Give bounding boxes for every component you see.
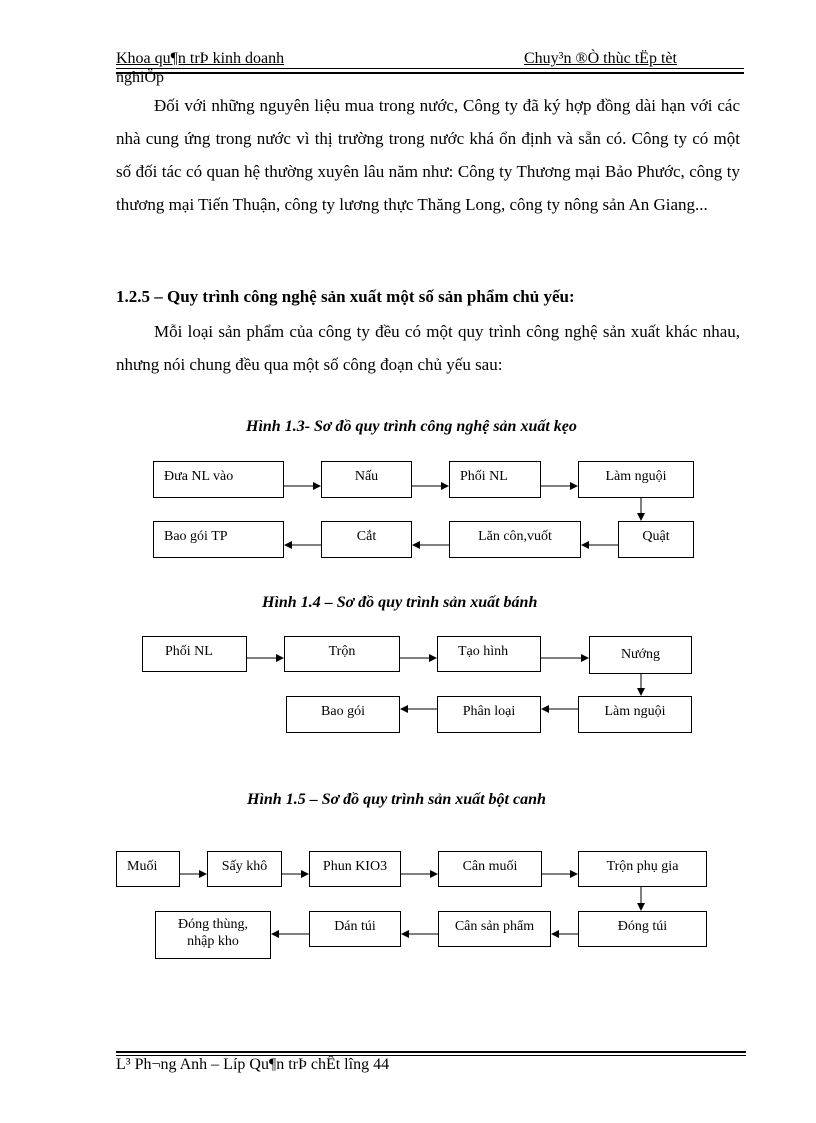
fig14-step-phan-loai: Phân loại [437,696,541,733]
fig15-step-dong-tui: Đóng túi [578,911,707,947]
fig13-step-lan-con-vuot: Lăn côn,vuốt [449,521,581,558]
fig13-step-nau: Nấu [321,461,412,498]
fig14-step-tao-hinh: Tạo hình [437,636,541,672]
section-title: 1.2.5 – Quy trình công nghệ sản xuất một số sản phẩm chủ yếu: [116,287,575,306]
fig15-step-phun-kio3: Phun KIO3 [309,851,401,887]
intro-paragraph-text: Đối với những nguyên liệu mua trong nước, Công ty đã ký hợp đồng dài hạn với các nhà cung ứng trong nước vì thị trường trong nước khá ổn định và sẵn có. Công ty có một số đối tác có quan hệ thường xuyên lâu năm như: Công ty Thương mại Bảo Phước, công ty thương mại Tiến Thuận, công ty lương thực Thăng Long, công ty nông sản An Giang... [116,96,740,214]
fig13-step-quat: Quật [618,521,694,558]
figure-1-4-title: Hình 1.4 – Sơ đồ quy trình sản xuất bánh [262,594,538,611]
header-report-title-continued: nghiÖp [116,69,164,86]
fig15-step-tron-phu-gia: Trộn phụ gia [578,851,707,887]
fig15-step-can-san-pham: Cân sản phẩm [438,911,551,947]
fig14-step-nuong: Nướng [589,636,692,674]
fig15-step-muoi: Muối [116,851,180,887]
fig14-step-tron: Trộn [284,636,400,672]
fig15-step-dong-thung-line1: Đóng thùng, [178,917,248,932]
fig15-step-dan-tui: Dán túi [309,911,401,947]
fig13-step-cat: Cắt [321,521,412,558]
fig13-step-phoi-nl: Phối NL [449,461,541,498]
fig13-step-lam-nguoi: Làm nguội [578,461,694,498]
fig13-step-bao-goi-tp: Bao gói TP [153,521,284,558]
footer-text: L³ Ph¬ng Anh – Líp Qu¶n trÞ chÊt lîng 44 [116,1056,390,1073]
fig14-step-lam-nguoi: Làm nguội [578,696,692,733]
header-department: Khoa qu¶n trÞ kinh doanh [116,50,285,67]
figure-1-3-title: Hình 1.3- Sơ đồ quy trình công nghệ sản xuất kẹo [246,418,577,435]
footer-rule-double [116,1051,746,1053]
fig14-step-phoi-nl: Phối NL [142,636,247,672]
fig14-step-bao-goi: Bao gói [286,696,400,733]
section-paragraph-text: Mỗi loại sản phẩm của công ty đều có một quy trình công nghệ sản xuất khác nhau, nhưng nói chung đều qua một số công đoạn chủ yếu sau: [116,322,740,374]
fig15-step-say-kho: Sấy khô [207,851,282,887]
fig15-step-can-muoi: Cân muối [438,851,542,887]
fig15-step-dong-thung-line2: nhập kho [187,934,239,949]
header-report-title: Chuy³n ®Ò thùc tËp tèt [524,50,677,67]
fig13-step-dua-nl-vao: Đưa NL vào [153,461,284,498]
figure-1-5-title: Hình 1.5 – Sơ đồ quy trình sản xuất bột canh [247,791,546,808]
